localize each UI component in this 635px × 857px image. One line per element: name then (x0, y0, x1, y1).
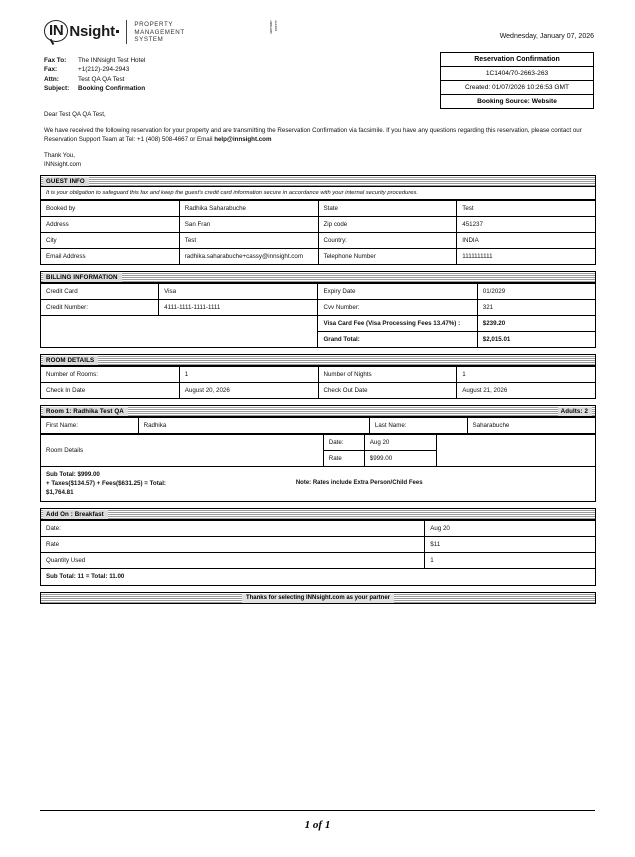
fax-subject-value: Booking Confirmation (78, 85, 146, 93)
room-1-guest-table (40, 417, 596, 434)
table-row (41, 284, 596, 300)
guest-info-notice: It is your obligation to safeguard this fax and keep the guest's credit card information secure in accordance with your internal security procedures. (40, 187, 596, 200)
grand-total-value: $2,015.01 (477, 332, 595, 348)
cvv-value: 321 (477, 300, 595, 316)
billing-spacer-cell-2 (159, 316, 318, 348)
table-row (41, 300, 596, 316)
document-date: Wednesday, January 07, 2026 (499, 33, 594, 40)
letter-signature: INNsight.com (44, 161, 82, 168)
guest-info-heading (40, 175, 596, 187)
rate-date-value: Aug 20 (364, 435, 436, 451)
document-sheet (40, 16, 596, 604)
tagline-line-2: MANAGEMENT (134, 28, 185, 36)
billing-heading-label: BILLING INFORMATION (43, 273, 122, 282)
room-1-taxes-fees: + Taxes($134.57) + Fees($631.25) = Total: (46, 480, 166, 487)
room-details-cell-label: Room Details (41, 435, 324, 467)
city-label: City (41, 233, 180, 249)
room-details-table (40, 366, 596, 399)
fax-row-fax (44, 65, 145, 74)
room-1-heading-label: Room 1: Radhika Test QA (43, 407, 128, 416)
reservation-summary-box (440, 52, 594, 109)
add-on-table (40, 520, 596, 569)
table-row (41, 217, 596, 233)
billing-information-section (40, 271, 596, 348)
room-1-heading (40, 405, 596, 417)
fax-attn-value: Test QA QA Test (78, 75, 125, 83)
number-of-nights-label: Number of Nights (318, 367, 457, 383)
fax-to-label: Fax To: (44, 57, 67, 64)
check-out-label: Check Out Date (318, 383, 457, 399)
credit-card-value: Visa (159, 284, 318, 300)
barcode-column-2: 1C1404 (273, 20, 277, 32)
check-in-label: Check In Date (41, 383, 180, 399)
fax-header-block (44, 56, 145, 94)
page-number: 1 of 1 (304, 819, 331, 831)
barcode-icon (268, 20, 294, 62)
table-row (41, 383, 596, 399)
fax-attn-label: Attn: (44, 75, 59, 83)
country-value: INDIA (457, 233, 596, 249)
add-on-quantity-label: Quantity Used (41, 553, 425, 569)
add-on-section (40, 508, 596, 586)
thanks-banner-text: Thanks for selecting INNsight.com as your partner (242, 594, 394, 603)
tagline-line-3: SYSTEM (134, 36, 164, 44)
fax-row-attn (44, 75, 145, 84)
check-in-value: August 20, 2026 (179, 383, 318, 399)
billing-spacer-cell (41, 316, 159, 348)
add-on-heading (40, 508, 596, 520)
zip-label: Zip code (318, 217, 457, 233)
address-label: Address (41, 217, 180, 233)
add-on-date-value: Aug 20 (425, 521, 596, 537)
logo-text: Nsight (69, 22, 115, 40)
billing-table (40, 283, 596, 348)
table-row (41, 418, 596, 434)
email-value: radhika.saharabuche+cassy@innsight.com (179, 249, 318, 265)
grand-total-label: Grand Total: (318, 332, 477, 348)
credit-number-label: Credit Number: (41, 300, 159, 316)
zip-value: 451237 (457, 217, 596, 233)
fax-to-value: The INNsight Test Hotel (78, 57, 146, 64)
telephone-value: 1111111111 (457, 249, 596, 265)
thanks-banner (40, 592, 596, 604)
card-fee-label: Visa Card Fee (Visa Processing Fees 13.47%) : (318, 316, 477, 332)
fax-row-subject (44, 84, 145, 93)
table-row (41, 316, 596, 332)
innsight-logo (44, 20, 185, 44)
state-value: Test (457, 201, 596, 217)
reservation-box-title: Reservation Confirmation (441, 53, 593, 67)
state-label: State (318, 201, 457, 217)
credit-card-label: Credit Card (41, 284, 159, 300)
card-fee-value: $239.20 (477, 316, 595, 332)
fax-number-value: +1(212)-294-2943 (78, 66, 130, 74)
room-1-total-value: $1,764.81 (46, 489, 74, 496)
room-1-subtotal (40, 467, 596, 502)
add-on-sub-total: Sub Total: 11 = Total: 11.00 (40, 569, 596, 586)
table-row (41, 521, 596, 537)
room-1-sub-total: Sub Total: $999.00 (46, 471, 100, 478)
table-row (41, 249, 596, 265)
first-name-label: First Name: (41, 418, 139, 434)
city-value: Test (179, 233, 318, 249)
booked-by-label: Booked by (41, 201, 180, 217)
add-on-rate-label: Rate (41, 537, 425, 553)
logo-wordmark (44, 20, 119, 42)
number-of-rooms-label: Number of Rooms: (41, 367, 180, 383)
logo-tagline (126, 20, 184, 44)
booked-by-value: Radhika Saharabuche (179, 201, 318, 217)
room-details-section (40, 354, 596, 399)
add-on-quantity-value: 1 (425, 553, 596, 569)
page-footer (40, 810, 595, 833)
add-on-date-label: Date: (41, 521, 425, 537)
table-row (41, 537, 596, 553)
expiry-date-label: Expiry Date (318, 284, 477, 300)
logo-oval-icon: IN (44, 20, 68, 42)
reservation-created: Created: 01/07/2026 10:26:53 GMT (441, 81, 593, 95)
room-1-rate-note: Note: Rates include Extra Person/Child Fees (295, 480, 423, 486)
email-label: Email Address (41, 249, 180, 265)
letter-body (40, 110, 596, 169)
reservation-booking-source: Booking Source: Website (477, 98, 557, 105)
letter-paragraph (44, 126, 592, 144)
barcode-column-1: INNSIGHT (268, 20, 272, 35)
table-row (41, 367, 596, 383)
check-out-value: August 21, 2026 (457, 383, 596, 399)
fax-number-label: Fax: (44, 66, 58, 74)
fax-subject-label: Subject: (44, 85, 70, 93)
table-row (41, 233, 596, 249)
credit-number-value: 4111-1111-1111-1111 (159, 300, 318, 316)
rate-label: Rate (323, 451, 364, 467)
telephone-label: Telephone Number (318, 249, 457, 265)
rate-value: $999.00 (364, 451, 436, 467)
document-header (40, 16, 596, 108)
letter-salutation: Dear Test QA QA Test, (44, 111, 106, 118)
table-row (41, 201, 596, 217)
cvv-label: Cvv Number: (318, 300, 477, 316)
letter-signoff: Thank You, (44, 152, 75, 159)
last-name-value: Saharabuche (467, 418, 595, 434)
number-of-nights-value: 1 (457, 367, 596, 383)
letter-paragraph-text: We have received the following reservation for your property and are transmitting the Reservation Confirmation via facsimile. If you have any questions regarding this reservation, please contact our Reservation Support Team at Tel: +1 (408) 508-4667 or Email (44, 127, 582, 143)
table-row (41, 435, 596, 451)
table-row (41, 553, 596, 569)
logo-dot-icon (116, 30, 119, 33)
country-label: Country: (318, 233, 457, 249)
first-name-value: Radhika (138, 418, 369, 434)
address-value: San Fran (179, 217, 318, 233)
fax-row-to (44, 56, 145, 65)
add-on-rate-value: $11 (425, 537, 596, 553)
room-details-heading-label: ROOM DETAILS (43, 356, 98, 365)
support-email: help@innsight.com (214, 136, 272, 143)
reservation-number: 1C1404/70-2663-263 (441, 67, 593, 81)
room-1-rate-table (40, 434, 596, 467)
room-1-section (40, 405, 596, 502)
add-on-heading-label: Add On : Breakfast (43, 510, 108, 519)
guest-info-section (40, 175, 596, 265)
room-details-heading (40, 354, 596, 366)
expiry-date-value: 01/2029 (477, 284, 595, 300)
rate-date-label: Date: (323, 435, 364, 451)
guest-info-table (40, 200, 596, 265)
tagline-line-1: PROPERTY (134, 21, 174, 28)
guest-info-heading-label: GUEST INFO (43, 177, 89, 186)
billing-heading (40, 271, 596, 283)
number-of-rooms-value: 1 (179, 367, 318, 383)
rate-empty-cell (436, 435, 595, 467)
last-name-label: Last Name: (369, 418, 467, 434)
room-1-adults: Adults: 2 (558, 407, 592, 416)
